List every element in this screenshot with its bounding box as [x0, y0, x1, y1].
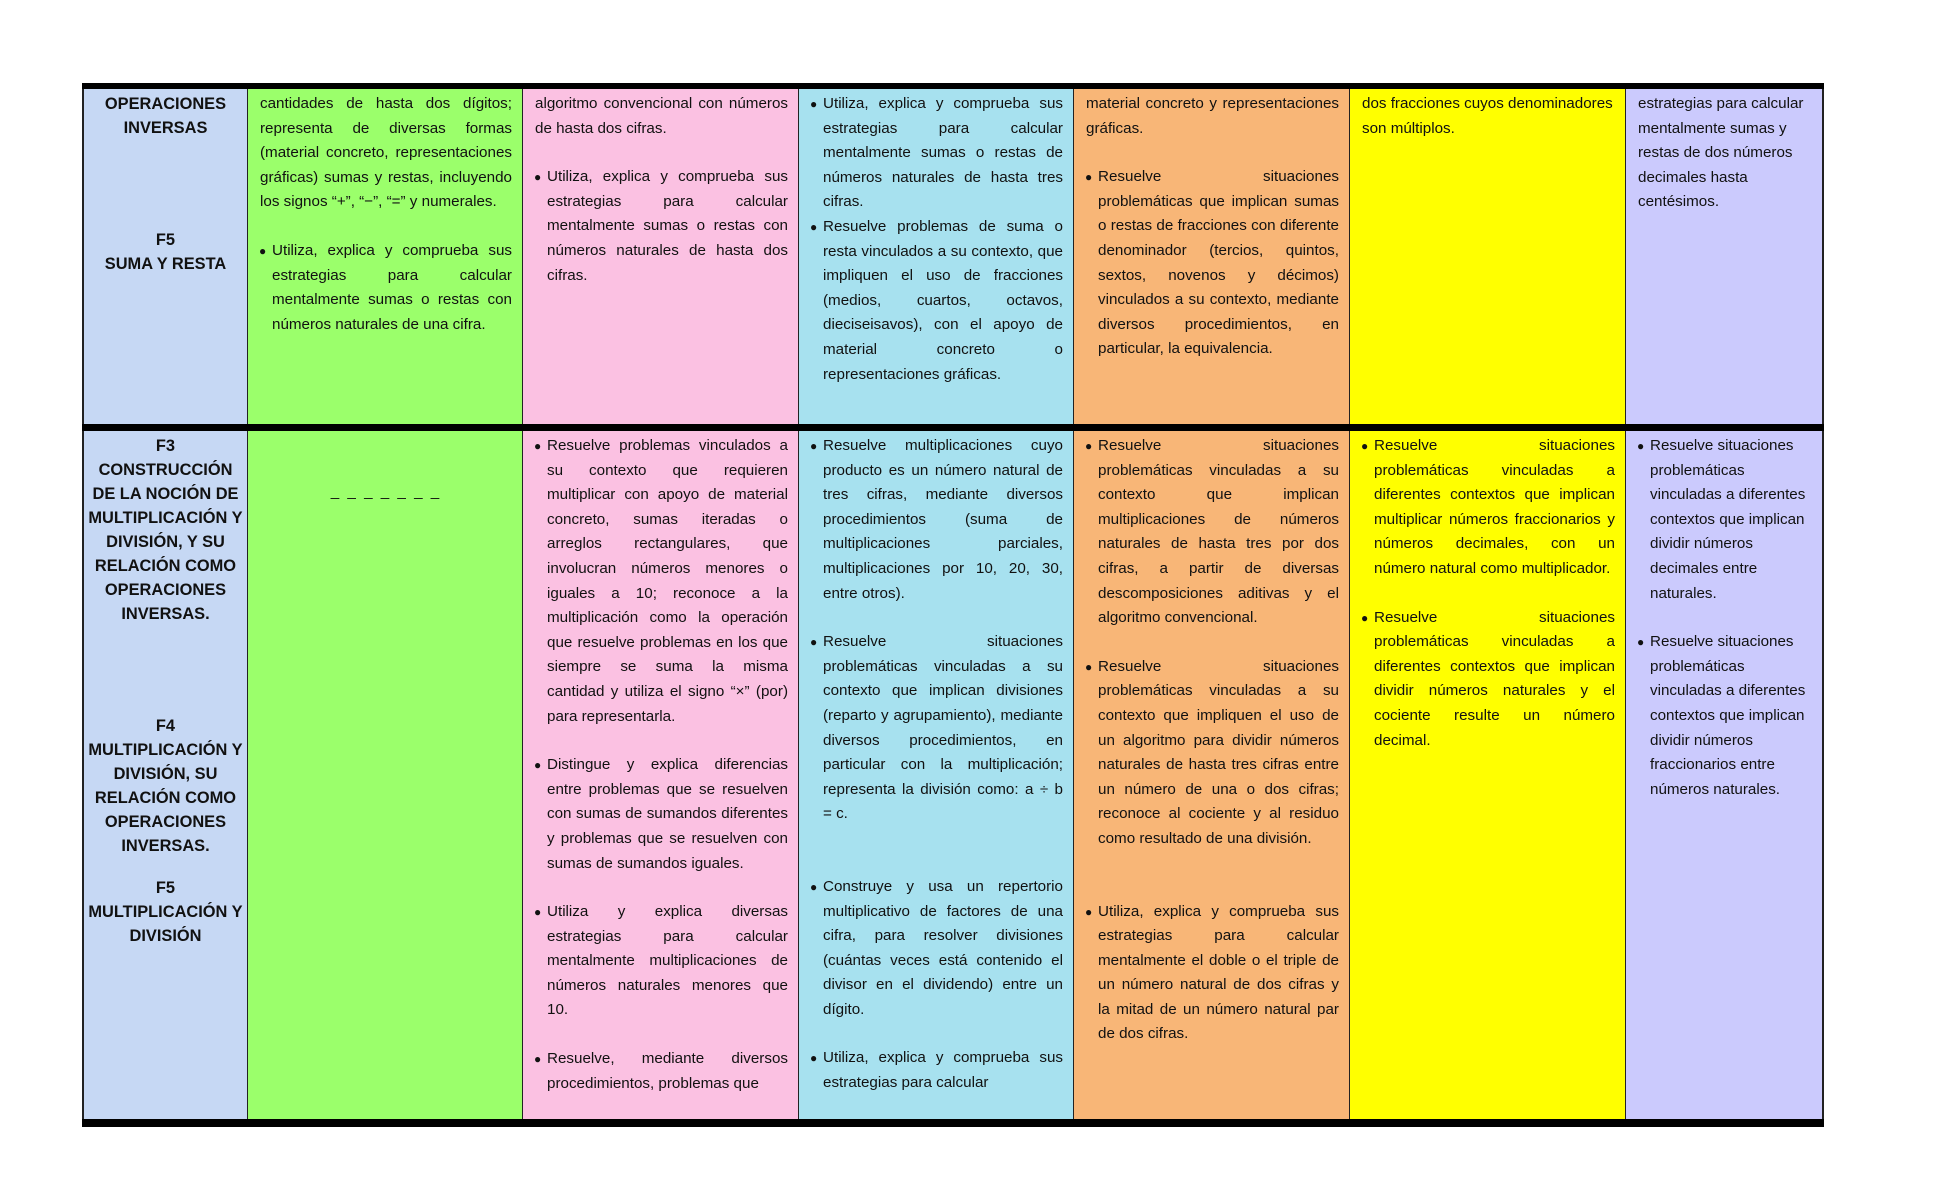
bullet-item: ● Resuelve situaciones problemáticas vinculadas a diferentes contextos que implican multiplicar números fraccionarios y números decimales, con un número natural como multiplicador. [1362, 434, 1615, 582]
row2-topic-title: MULTIPLICACIÓN Y DIVISIÓN [88, 903, 243, 945]
curriculum-table [82, 83, 1824, 1127]
row1-topic-line: OPERACIONES [104, 95, 227, 113]
row2-grade4-cell [1074, 431, 1350, 1119]
empty-dash: _ _ _ _ _ _ _ [330, 483, 442, 500]
row1-grade5-cell [1350, 89, 1626, 424]
bullet-item: ● Distingue y explica diferencias entre problemas que se resuelven con sumas de sumandos diferentes y problemas que se resuelven con sumas de sumandos iguales. [535, 753, 788, 876]
bullet-item: ● Resuelve situaciones problemáticas vinculadas a diferentes contextos que implican dividir números naturales y el cociente resulte un número decimal. [1362, 606, 1615, 754]
bullet-item: ● Resuelve situaciones problemáticas vinculadas a su contexto que implican multiplicaciones de números naturales de hasta tres por dos cifras, a partir de diversas descomposiciones aditivas y el algoritmo convencional. [1086, 434, 1339, 631]
cell-paragraph: algoritmo convencional con números de hasta dos cifras. [535, 95, 788, 137]
row1-topic-grade: F5 [155, 231, 176, 249]
bullet-item: ● Resuelve situaciones problemáticas vinculadas a diferentes contextos que implican dividir números fraccionarios entre números naturales. [1638, 630, 1812, 802]
bullet-item: ● Resuelve situaciones problemáticas vinculadas a su contexto que impliquen el uso de un algoritmo para dividir números naturales de hasta tres cifras entre un número de una o dos cifras; reconoce al cociente y al residuo como resultado de una división. [1086, 655, 1339, 852]
cell-paragraph: estrategias para calcular mentalmente sumas y restas de dos números decimales hasta centésimos. [1638, 95, 1804, 211]
bullet-item: ● Utiliza, explica y comprueba sus estrategias para calcular mentalmente sumas o restas con números naturales de hasta dos cifras. [535, 165, 788, 288]
bullet-item: ● Resuelve problemas de suma o resta vinculados a su contexto, que impliquen el uso de fracciones (medios, cuartos, octavos, dieciseisavos), con el apoyo de material concreto o representaciones gráficas. [811, 215, 1063, 387]
row-divider [82, 424, 1824, 431]
bullet-item: ● Utiliza, explica y comprueba sus estrategias para calcular mentalmente el doble o el triple de un número natural de dos cifras y la mitad de un número natural par de dos cifras. [1086, 900, 1339, 1048]
table-bottom-border [82, 1119, 1824, 1127]
row2-grade2-cell [523, 431, 799, 1119]
row2-grade1-cell [248, 431, 523, 1119]
cell-paragraph: dos fracciones cuyos denominadores son múltiplos. [1362, 95, 1613, 137]
bullet-item: ● Utiliza, explica y comprueba sus estrategias para calcular mentalmente sumas o restas con números naturales de una cifra. [260, 239, 512, 337]
bullet-item: ● Utiliza, explica y comprueba sus estrategias para calcular mentalmente sumas o restas de números naturales de hasta tres cifras. [811, 92, 1063, 215]
row2-grade3-cell [799, 431, 1074, 1119]
bullet-item: ● Resuelve situaciones problemáticas que implican sumas o restas de fracciones con diferente denominador (tercios, quintos, sextos, novenos y décimos) vinculados a su contexto, mediante diversos procedimientos, en particular, la equivalencia. [1086, 165, 1339, 362]
cell-paragraph: cantidades de hasta dos dígitos; representa de diversas formas (material concreto, representaciones gráficas) sumas y restas, incluyendo los signos “+”, “−”, “=” y numerales. [260, 95, 512, 211]
row1-topic-line: INVERSAS [123, 119, 208, 137]
row2-topic-title: MULTIPLICACIÓN Y DIVISIÓN, SU RELACIÓN COMO OPERACIONES INVERSAS. [88, 741, 243, 855]
bullet-item: ● Resuelve situaciones problemáticas vinculadas a diferentes contextos que implican dividir números decimales entre naturales. [1638, 434, 1812, 606]
row2-topic-grade: F4 [155, 717, 176, 735]
row2-topic-grade: F3 [155, 437, 176, 455]
row1-grade4-cell [1074, 89, 1350, 424]
table-row [82, 431, 1824, 1119]
row2-topic-title: CONSTRUCCIÓN DE LA NOCIÓN DE MULTIPLICACIÓN Y DIVISIÓN, Y SU RELACIÓN COMO OPERACIONES INVERSAS. [88, 461, 243, 623]
bullet-item: ● Construye y usa un repertorio multiplicativo de factores de una cifra, para resolver divisiones (cuántas veces está contenido el divisor en el dividendo) entre un dígito. [811, 875, 1063, 1023]
row1-topic-title: SUMA Y RESTA [104, 255, 227, 273]
row1-grade2-cell [523, 89, 799, 424]
bullet-item: ● Resuelve problemas vinculados a su contexto que requieren multiplicar con apoyo de material concreto, sumas iteradas o arreglos rectangulares, que involucran números menores o iguales a 10; reconoce a la multiplicación como la operación que resuelve problemas en los que siempre se suma la misma cantidad y utiliza el signo “×” (por) para representarla. [535, 434, 788, 729]
bullet-item: ● Utiliza, explica y comprueba sus estrategias para calcular [811, 1046, 1063, 1095]
row1-grade1-cell [248, 89, 523, 424]
row2-topic-cell [82, 431, 248, 1119]
row2-grade5-cell [1350, 431, 1626, 1119]
table-row [82, 89, 1824, 424]
row1-grade3-cell [799, 89, 1074, 424]
bullet-item: ● Resuelve, mediante diversos procedimientos, problemas que [535, 1047, 788, 1096]
row1-topic-cell [82, 89, 248, 424]
bullet-item: ● Utiliza y explica diversas estrategias para calcular mentalmente multiplicaciones de números naturales menores que 10. [535, 900, 788, 1023]
row1-grade6-cell [1626, 89, 1824, 424]
bullet-item: ● Resuelve situaciones problemáticas vinculadas a su contexto que implican divisiones (reparto y agrupamiento), mediante diversos procedimientos, en particular con la multiplicación; representa la división como: a ÷ b = c. [811, 630, 1063, 827]
row2-topic-grade: F5 [155, 879, 176, 897]
row2-grade6-cell [1626, 431, 1824, 1119]
bullet-item: ● Resuelve multiplicaciones cuyo producto es un número natural de tres cifras, mediante diversos procedimientos (suma de multiplicaciones parciales, multiplicaciones por 10, 20, 30, entre otros). [811, 434, 1063, 606]
cell-paragraph: material concreto y representaciones gráficas. [1086, 95, 1339, 137]
